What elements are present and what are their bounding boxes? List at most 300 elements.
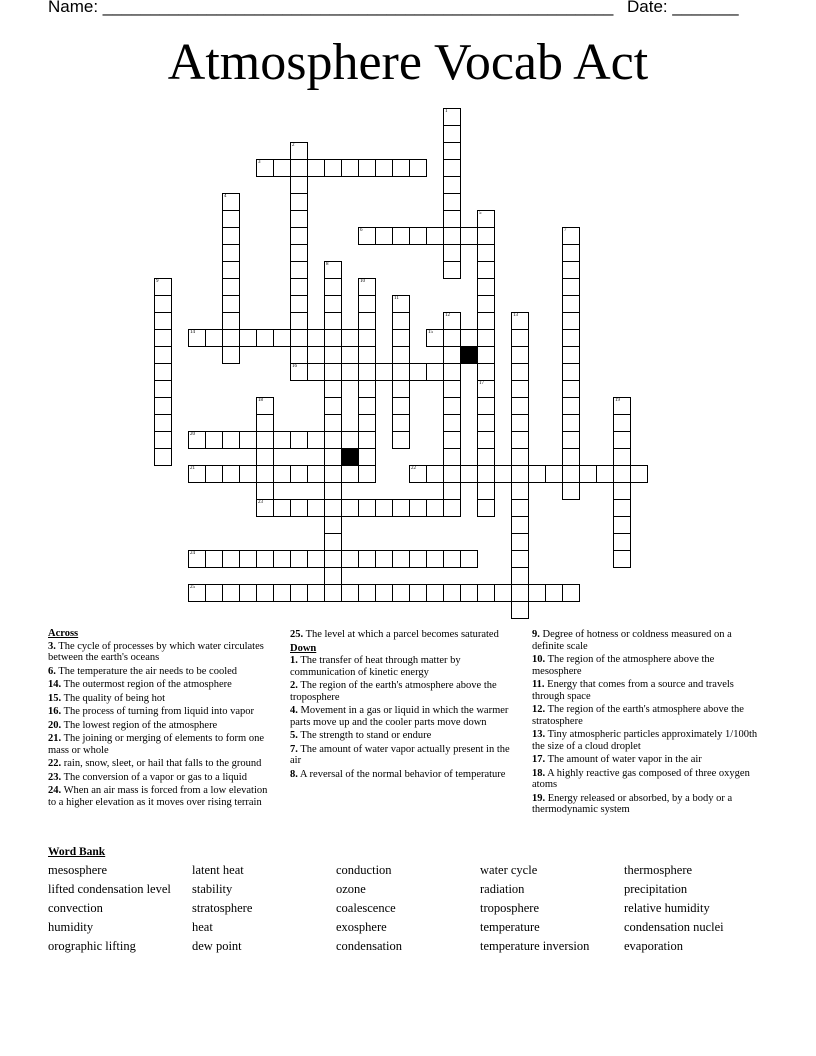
- crossword-cell[interactable]: [239, 431, 257, 449]
- crossword-cell[interactable]: [273, 465, 291, 483]
- clue-number: 16: [292, 364, 297, 369]
- clue-text: The amount of water vapor actually present in the air: [290, 743, 510, 766]
- crossword-cell[interactable]: [443, 210, 461, 228]
- crossword-cell[interactable]: [273, 329, 291, 347]
- crossword-cell[interactable]: [443, 176, 461, 194]
- crossword-cell[interactable]: [154, 278, 172, 296]
- crossword-cell[interactable]: [477, 312, 495, 330]
- down-clue: [532, 768, 760, 791]
- crossword-cell[interactable]: [341, 499, 359, 517]
- crossword-cell[interactable]: [273, 499, 291, 517]
- crossword-cell[interactable]: [443, 159, 461, 177]
- crossword-cell[interactable]: [392, 295, 410, 313]
- crossword-cell[interactable]: [443, 227, 461, 245]
- crossword-cell[interactable]: [596, 465, 614, 483]
- crossword-cell[interactable]: [341, 431, 359, 449]
- crossword-cell[interactable]: [290, 176, 308, 194]
- crossword-cell[interactable]: [477, 244, 495, 262]
- crossword-cell[interactable]: [256, 550, 274, 568]
- crossword-cell[interactable]: [426, 363, 444, 381]
- word-bank-entry: mesosphere: [48, 863, 108, 877]
- crossword-cell[interactable]: [290, 465, 308, 483]
- crossword-cell[interactable]: [324, 312, 342, 330]
- crossword-cell[interactable]: [358, 346, 376, 364]
- crossword-cell[interactable]: [562, 448, 580, 466]
- crossword-cell[interactable]: [613, 533, 631, 551]
- word-bank-entry: stratosphere: [192, 901, 253, 915]
- across-heading: Across: [48, 628, 79, 639]
- crossword-cell[interactable]: [443, 312, 461, 330]
- crossword-cell[interactable]: [460, 329, 478, 347]
- crossword-cell[interactable]: [188, 431, 206, 449]
- crossword-cell[interactable]: [443, 431, 461, 449]
- clue-text: The quality of being hot: [63, 692, 166, 704]
- crossword-cell[interactable]: [562, 397, 580, 415]
- crossword-cell[interactable]: [562, 227, 580, 245]
- crossword-cell[interactable]: [443, 499, 461, 517]
- crossword-cell[interactable]: [562, 431, 580, 449]
- crossword-cell[interactable]: [613, 448, 631, 466]
- clue-number: 4: [224, 194, 227, 199]
- crossword-cell[interactable]: [256, 465, 274, 483]
- crossword-cell[interactable]: [307, 329, 325, 347]
- crossword-cell[interactable]: [409, 227, 427, 245]
- crossword-cell[interactable]: [154, 448, 172, 466]
- crossword-cell[interactable]: [375, 550, 393, 568]
- crossword-cell[interactable]: [324, 465, 342, 483]
- clue-number-label: 18.: [532, 767, 546, 779]
- clue-number-label: 19.: [532, 792, 546, 804]
- crossword-cell[interactable]: [222, 244, 240, 262]
- crossword-cell[interactable]: [511, 414, 529, 432]
- crossword-cell[interactable]: [188, 584, 206, 602]
- crossword-cell[interactable]: [511, 431, 529, 449]
- crossword-cell[interactable]: [324, 482, 342, 500]
- crossword-cell[interactable]: [324, 295, 342, 313]
- clue-number-label: 15.: [48, 692, 62, 704]
- crossword-cell[interactable]: [290, 210, 308, 228]
- crossword-cell[interactable]: [511, 482, 529, 500]
- crossword-cell[interactable]: [613, 482, 631, 500]
- clue-text: The cycle of processes by which water circulates between the earth's oceans: [48, 640, 264, 663]
- crossword-cell[interactable]: [443, 329, 461, 347]
- clue-number: 25: [190, 585, 195, 590]
- crossword-cell[interactable]: [392, 159, 410, 177]
- crossword-cell[interactable]: [443, 193, 461, 211]
- crossword-cell[interactable]: [443, 125, 461, 143]
- crossword-cell[interactable]: [154, 295, 172, 313]
- crossword-cell[interactable]: [290, 346, 308, 364]
- crossword-cell[interactable]: [562, 244, 580, 262]
- crossword-cell[interactable]: [511, 312, 529, 330]
- crossword-cell[interactable]: [511, 584, 529, 602]
- crossword-cell[interactable]: [477, 380, 495, 398]
- crossword-cell[interactable]: [460, 227, 478, 245]
- crossword-cell[interactable]: [324, 397, 342, 415]
- crossword-cell[interactable]: [511, 363, 529, 381]
- crossword-cell[interactable]: [443, 380, 461, 398]
- crossword-cell[interactable]: [222, 261, 240, 279]
- crossword-cell[interactable]: [324, 346, 342, 364]
- across-clue: [48, 641, 276, 664]
- crossword-cell[interactable]: [426, 329, 444, 347]
- crossword-cell[interactable]: [358, 329, 376, 347]
- crossword-cell[interactable]: [256, 448, 274, 466]
- crossword-cell[interactable]: [375, 499, 393, 517]
- clue-number: 20: [190, 432, 195, 437]
- crossword-cell[interactable]: [222, 329, 240, 347]
- crossword-cell[interactable]: [579, 465, 597, 483]
- crossword-cell[interactable]: [324, 431, 342, 449]
- crossword-cell[interactable]: [511, 397, 529, 415]
- crossword-cell[interactable]: [273, 584, 291, 602]
- crossword-cell[interactable]: [239, 550, 257, 568]
- crossword-cell[interactable]: [290, 550, 308, 568]
- crossword-cell[interactable]: [256, 431, 274, 449]
- crossword-cell[interactable]: [307, 159, 325, 177]
- crossword-cell[interactable]: [290, 244, 308, 262]
- clue-number-label: 16.: [48, 706, 62, 717]
- crossword-cell[interactable]: [392, 499, 410, 517]
- crossword-cell[interactable]: [562, 261, 580, 279]
- crossword-cell[interactable]: [409, 363, 427, 381]
- crossword-cell[interactable]: [511, 533, 529, 551]
- crossword-cell[interactable]: [154, 414, 172, 432]
- crossword-cell[interactable]: [562, 414, 580, 432]
- crossword-cell[interactable]: [307, 499, 325, 517]
- crossword-cell[interactable]: [494, 465, 512, 483]
- crossword-cell[interactable]: [392, 227, 410, 245]
- crossword-cell[interactable]: [562, 584, 580, 602]
- crossword-cell[interactable]: [392, 312, 410, 330]
- crossword-cell[interactable]: [290, 584, 308, 602]
- crossword-cell[interactable]: [290, 312, 308, 330]
- crossword-cell[interactable]: [341, 550, 359, 568]
- crossword-cell[interactable]: [324, 516, 342, 534]
- crossword-cell[interactable]: [290, 363, 308, 381]
- crossword-cell[interactable]: [358, 380, 376, 398]
- crossword-cell[interactable]: [222, 227, 240, 245]
- crossword-cell[interactable]: [613, 465, 631, 483]
- crossword-cell[interactable]: [290, 142, 308, 160]
- crossword-cell[interactable]: [613, 550, 631, 568]
- crossword-cell[interactable]: [222, 584, 240, 602]
- crossword-cell[interactable]: [290, 278, 308, 296]
- word-bank-title: Word Bank: [48, 846, 106, 858]
- crossword-cell[interactable]: [222, 210, 240, 228]
- crossword-cell[interactable]: [477, 278, 495, 296]
- crossword-cell[interactable]: [494, 584, 512, 602]
- crossword-cell[interactable]: [511, 499, 529, 517]
- crossword-cell[interactable]: [409, 550, 427, 568]
- crossword-cell[interactable]: [290, 499, 308, 517]
- blocked-cell: [460, 346, 478, 364]
- crossword-cell[interactable]: [477, 346, 495, 364]
- crossword-cell[interactable]: [562, 363, 580, 381]
- crossword-cell[interactable]: [613, 499, 631, 517]
- crossword-cell[interactable]: [341, 465, 359, 483]
- crossword-cell[interactable]: [477, 465, 495, 483]
- across-clue: [48, 772, 276, 784]
- crossword-cell[interactable]: [290, 329, 308, 347]
- crossword-cell[interactable]: [443, 550, 461, 568]
- crossword-cell[interactable]: [392, 397, 410, 415]
- crossword-cell[interactable]: [562, 482, 580, 500]
- crossword-cell[interactable]: [375, 584, 393, 602]
- crossword-cell[interactable]: [222, 346, 240, 364]
- crossword-cell[interactable]: [511, 329, 529, 347]
- crossword-cell[interactable]: [426, 465, 444, 483]
- crossword-cell[interactable]: [443, 261, 461, 279]
- clue-number: 22: [411, 466, 416, 471]
- crossword-cell[interactable]: [154, 329, 172, 347]
- crossword-cell[interactable]: [545, 584, 563, 602]
- clue-number-label: 9.: [532, 629, 540, 640]
- crossword-cell[interactable]: [477, 414, 495, 432]
- crossword-cell[interactable]: [477, 295, 495, 313]
- crossword-cell[interactable]: [341, 584, 359, 602]
- clue-number-label: 25.: [290, 629, 304, 640]
- crossword-cell[interactable]: [222, 278, 240, 296]
- word-bank-entry: humidity: [48, 920, 94, 934]
- crossword-cell[interactable]: [511, 550, 529, 568]
- crossword-cell[interactable]: [562, 380, 580, 398]
- crossword-cell[interactable]: [460, 465, 478, 483]
- crossword-cell[interactable]: [562, 312, 580, 330]
- crossword-cell[interactable]: [222, 295, 240, 313]
- crossword-cell[interactable]: [205, 584, 223, 602]
- crossword-cell[interactable]: [375, 159, 393, 177]
- crossword-cell[interactable]: [477, 210, 495, 228]
- crossword-cell[interactable]: [324, 448, 342, 466]
- crossword-cell[interactable]: [324, 329, 342, 347]
- crossword-cell[interactable]: [324, 499, 342, 517]
- crossword-cell[interactable]: [443, 397, 461, 415]
- crossword-cell[interactable]: [562, 295, 580, 313]
- crossword-cell[interactable]: [205, 329, 223, 347]
- crossword-cell[interactable]: [154, 346, 172, 364]
- crossword-cell[interactable]: [358, 312, 376, 330]
- crossword-cell[interactable]: [613, 397, 631, 415]
- crossword-cell[interactable]: [154, 363, 172, 381]
- clue-number-label: 17.: [532, 754, 546, 765]
- crossword-cell[interactable]: [358, 295, 376, 313]
- crossword-cell[interactable]: [358, 431, 376, 449]
- crossword-cell[interactable]: [477, 329, 495, 347]
- crossword-cell[interactable]: [511, 465, 529, 483]
- crossword-cell[interactable]: [443, 363, 461, 381]
- crossword-cell[interactable]: [562, 329, 580, 347]
- crossword-cell[interactable]: [358, 448, 376, 466]
- crossword-cell[interactable]: [324, 380, 342, 398]
- crossword-cell[interactable]: [477, 584, 495, 602]
- crossword-cell[interactable]: [443, 414, 461, 432]
- crossword-cell[interactable]: [307, 465, 325, 483]
- crossword-cell[interactable]: [256, 329, 274, 347]
- crossword-cell[interactable]: [443, 346, 461, 364]
- crossword-cell[interactable]: [392, 380, 410, 398]
- crossword-cell[interactable]: [511, 601, 529, 619]
- crossword-cell[interactable]: [256, 414, 274, 432]
- crossword-cell[interactable]: [443, 584, 461, 602]
- crossword-cell[interactable]: [324, 414, 342, 432]
- crossword-cell[interactable]: [477, 499, 495, 517]
- crossword-cell[interactable]: [562, 278, 580, 296]
- crossword-cell[interactable]: [545, 465, 563, 483]
- crossword-cell[interactable]: [324, 550, 342, 568]
- crossword-cell[interactable]: [562, 465, 580, 483]
- crossword-cell[interactable]: [273, 550, 291, 568]
- crossword-cell[interactable]: [375, 227, 393, 245]
- crossword-cell[interactable]: [341, 363, 359, 381]
- crossword-cell[interactable]: [477, 261, 495, 279]
- crossword-cell[interactable]: [290, 295, 308, 313]
- crossword-cell[interactable]: [477, 363, 495, 381]
- crossword-cell[interactable]: [341, 329, 359, 347]
- crossword-cell[interactable]: [222, 465, 240, 483]
- crossword-cell[interactable]: [511, 567, 529, 585]
- crossword-cell[interactable]: [409, 584, 427, 602]
- crossword-cell[interactable]: [477, 448, 495, 466]
- crossword-cell[interactable]: [426, 499, 444, 517]
- crossword-cell[interactable]: [324, 533, 342, 551]
- crossword-cell[interactable]: [307, 431, 325, 449]
- crossword-cell[interactable]: [392, 346, 410, 364]
- crossword-cell[interactable]: [443, 465, 461, 483]
- crossword-cell[interactable]: [324, 567, 342, 585]
- down-clue: [532, 704, 760, 727]
- crossword-cell[interactable]: [409, 499, 427, 517]
- crossword-cell[interactable]: [222, 193, 240, 211]
- word-bank-entry: temperature inversion: [480, 939, 590, 953]
- crossword-cell[interactable]: [324, 159, 342, 177]
- crossword-cell[interactable]: [511, 448, 529, 466]
- crossword-cell[interactable]: [511, 380, 529, 398]
- crossword-cell[interactable]: [307, 584, 325, 602]
- crossword-cell[interactable]: [477, 227, 495, 245]
- crossword-cell[interactable]: [188, 465, 206, 483]
- clue-text: rain, snow, sleet, or hail that falls to the ground: [63, 758, 262, 769]
- crossword-cell[interactable]: [630, 465, 648, 483]
- crossword-cell[interactable]: [477, 397, 495, 415]
- crossword-cell[interactable]: [528, 584, 546, 602]
- crossword-cell[interactable]: [290, 193, 308, 211]
- crossword-cell[interactable]: [307, 363, 325, 381]
- crossword-cell[interactable]: [222, 312, 240, 330]
- crossword-cell[interactable]: [205, 550, 223, 568]
- crossword-cell[interactable]: [426, 227, 444, 245]
- crossword-cell[interactable]: [409, 159, 427, 177]
- crossword-cell[interactable]: [443, 142, 461, 160]
- crossword-cell[interactable]: [375, 363, 393, 381]
- crossword-cell[interactable]: [477, 431, 495, 449]
- crossword-cell[interactable]: [392, 584, 410, 602]
- clue-text: A reversal of the normal behavior of temperature: [299, 768, 506, 780]
- crossword-cell[interactable]: [426, 584, 444, 602]
- crossword-cell[interactable]: [273, 431, 291, 449]
- crossword-cell[interactable]: [358, 227, 376, 245]
- crossword-cell[interactable]: [392, 431, 410, 449]
- clue-number: 23: [258, 500, 263, 505]
- crossword-cell[interactable]: [324, 363, 342, 381]
- crossword-cell[interactable]: [256, 482, 274, 500]
- crossword-cell[interactable]: [307, 550, 325, 568]
- crossword-cell[interactable]: [392, 329, 410, 347]
- crossword-cell[interactable]: [358, 363, 376, 381]
- crossword-cell[interactable]: [358, 159, 376, 177]
- crossword-cell[interactable]: [528, 465, 546, 483]
- crossword-cell[interactable]: [290, 261, 308, 279]
- crossword-cell[interactable]: [443, 482, 461, 500]
- crossword-cell[interactable]: [188, 550, 206, 568]
- crossword-cell[interactable]: [460, 584, 478, 602]
- crossword-cell[interactable]: [358, 278, 376, 296]
- crossword-cell[interactable]: [154, 312, 172, 330]
- crossword-cell[interactable]: [256, 397, 274, 415]
- crossword-cell[interactable]: [239, 465, 257, 483]
- crossword-cell[interactable]: [290, 227, 308, 245]
- crossword-cell[interactable]: [290, 159, 308, 177]
- crossword-cell[interactable]: [613, 516, 631, 534]
- crossword-cell[interactable]: [324, 584, 342, 602]
- crossword-cell[interactable]: [443, 108, 461, 126]
- crossword-cell[interactable]: [392, 363, 410, 381]
- crossword-cell[interactable]: [460, 550, 478, 568]
- crossword-cell[interactable]: [154, 431, 172, 449]
- crossword-cell[interactable]: [358, 414, 376, 432]
- crossword-cell[interactable]: [256, 584, 274, 602]
- crossword-cell[interactable]: [154, 397, 172, 415]
- crossword-cell[interactable]: [290, 431, 308, 449]
- clue-text: The amount of water vapor in the air: [547, 754, 702, 765]
- crossword-cell[interactable]: [239, 329, 257, 347]
- crossword-cell[interactable]: [392, 550, 410, 568]
- down-clue: [532, 654, 760, 677]
- crossword-cell[interactable]: [324, 278, 342, 296]
- crossword-cell[interactable]: [613, 431, 631, 449]
- crossword-cell[interactable]: [358, 465, 376, 483]
- clue-text: The conversion of a vapor or gas to a liquid: [63, 771, 247, 783]
- crossword-cell[interactable]: [273, 159, 291, 177]
- crossword-cell[interactable]: [324, 261, 342, 279]
- crossword-cell[interactable]: [256, 499, 274, 517]
- crossword-cell[interactable]: [358, 584, 376, 602]
- crossword-cell[interactable]: [358, 397, 376, 415]
- crossword-cell[interactable]: [477, 482, 495, 500]
- crossword-cell[interactable]: [358, 550, 376, 568]
- crossword-cell[interactable]: [358, 499, 376, 517]
- crossword-cell[interactable]: [239, 584, 257, 602]
- crossword-cell[interactable]: [222, 550, 240, 568]
- crossword-cell[interactable]: [443, 244, 461, 262]
- crossword-cell[interactable]: [562, 346, 580, 364]
- crossword-cell[interactable]: [154, 380, 172, 398]
- crossword-cell[interactable]: [256, 159, 274, 177]
- clue-number-label: 2.: [290, 680, 298, 691]
- crossword-cell[interactable]: [341, 159, 359, 177]
- crossword-cell[interactable]: [511, 516, 529, 534]
- crossword-cell[interactable]: [613, 414, 631, 432]
- crossword-cell[interactable]: [222, 431, 240, 449]
- crossword-cell[interactable]: [443, 448, 461, 466]
- crossword-cell[interactable]: [205, 431, 223, 449]
- crossword-cell[interactable]: [188, 329, 206, 347]
- crossword-cell[interactable]: [426, 550, 444, 568]
- crossword-cell[interactable]: [511, 346, 529, 364]
- crossword-cell[interactable]: [409, 465, 427, 483]
- crossword-cell[interactable]: [392, 414, 410, 432]
- crossword-cell[interactable]: [205, 465, 223, 483]
